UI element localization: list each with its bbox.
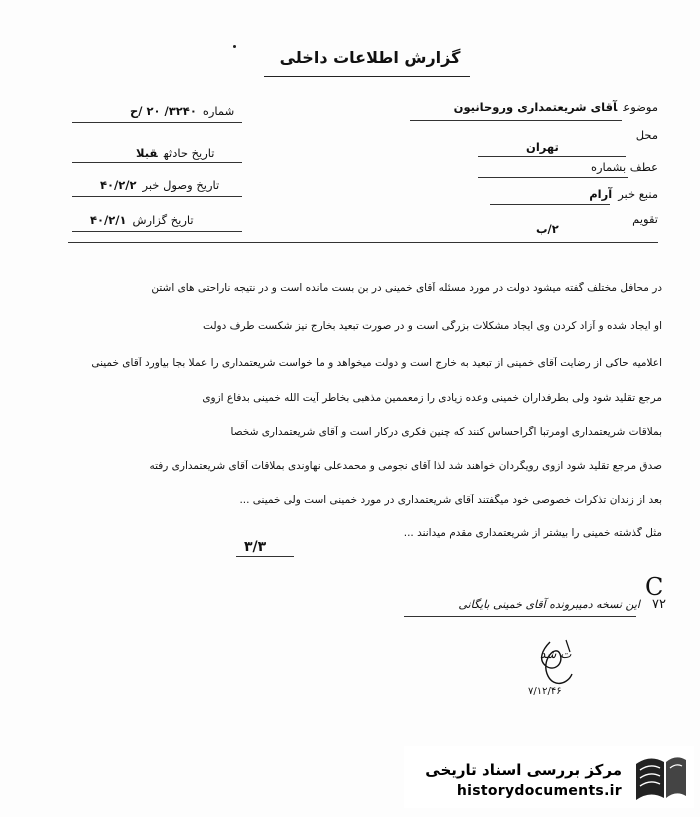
number-field [130,104,234,118]
location-label: محل [635,128,658,142]
reference-field [585,160,658,174]
reference-label: عطف بشماره [590,160,658,174]
incident-date-label: تاریخ حادثه [163,146,215,160]
location-value-wrap [526,140,559,154]
page-number: ۳/۳ [244,539,267,555]
watermark-org-name: مرکز بررسی اسناد تاریخی [425,761,622,779]
watermark-url: historydocuments.ir [456,783,622,799]
report-title: گزارش اطلاعات داخلی [279,48,461,67]
title-underline [264,76,470,77]
report-date-label: تاریخ گزارش [132,213,194,227]
rule-line [72,122,242,123]
subject-field [454,100,658,114]
location-field [630,128,658,142]
signature-label: ت شد [540,647,572,661]
header-separator [68,242,658,243]
rule-line [72,231,242,232]
body-line: او ایجاد شده و آزاد کردن وی ایجاد مشکلات بزرگی است و در صورت تبعید بخارج نیز شکست طرف دولت [203,320,662,332]
location-value: تهران [526,140,559,154]
rule-line [72,162,242,163]
body-line: بملاقات شریعتمداری اومرتبا اگراحساس کنند که چنین فکری درکار است و آقای شریعتمداری شخصا [230,426,662,438]
report-date-field [90,213,194,227]
watermark-logo [404,746,694,808]
signature-date: ۷/۱۲/۴۶ [528,686,562,697]
ink-speck [233,45,236,48]
receipt-date-value: ۴۰/۲/۲ [100,178,137,192]
body-line: اعلامیه حاکی از رضایت آقای خمینی از تبعید به خارج است و دولت میخواهد و ما خواست شریعتمداری را عملا بجا بیاورد آقای خمینی [91,357,662,369]
body-line: مرجع تقلید شود ولی بطرفداران خمینی وعده زیادی را زمعممین مذهبی بخاطر آیت الله خمینی بدفاع ازوی [202,392,662,404]
receipt-date-field [100,178,219,192]
body-line: بعد از زندان تذکرات خصوصی خود میگفتند آقای شریعتمداری در مورد خمینی است ولی خمینی ... [239,494,662,506]
evaluation-value: ۲/ب [536,222,559,236]
evaluation-value-wrap [536,222,559,236]
subject-value: آقای شریعتمداری وروحانیون [453,100,618,114]
receipt-date-label: تاریخ وصول خبر [142,178,220,192]
incident-date-field [136,146,214,160]
note-underline [404,616,636,617]
source-value: آرام [589,187,613,201]
rule-line [72,196,242,197]
margin-mark: C [645,573,664,601]
evaluation-field [626,212,658,226]
rule-line [478,177,628,178]
source-field [589,187,658,201]
rule-line [410,120,622,121]
book-logo-icon [630,750,690,806]
body-line: صدق مرجع تقلید شود ازوی رویگردان خواهند شد لذا آقای نجومی و محمدعلی نهاوندی بملاقات آقای شریعتمداری رفته [149,460,662,472]
report-date-value: ۴۰/۲/۱ [90,213,127,227]
rule-line [478,156,626,157]
handwritten-note: این نسخه دمیبرونده آقای خمینی بایگانی [458,598,640,611]
page-number-underline [236,556,294,557]
body-line: در محافل مختلف گفته میشود دولت در مورد مسئله آقای خمینی در بن بست مانده است و در نتیجه ناراحتی های اشتن [151,282,662,294]
rule-line [490,204,610,205]
number-value: ۳۲۴۰/ ۲۰ /ح [130,104,197,118]
incident-date-value: قبلا [136,146,158,160]
subject-label: موضوع [623,100,658,114]
source-label: منبع خبر [618,187,658,201]
margin-number: ۷۲ [652,597,666,612]
evaluation-label: تقویم [632,212,658,226]
body-line: مثل گذشته خمینی را بیشتر از شریعتمداری مقدم میدانند ... [403,527,662,539]
number-label: شماره [202,104,235,118]
